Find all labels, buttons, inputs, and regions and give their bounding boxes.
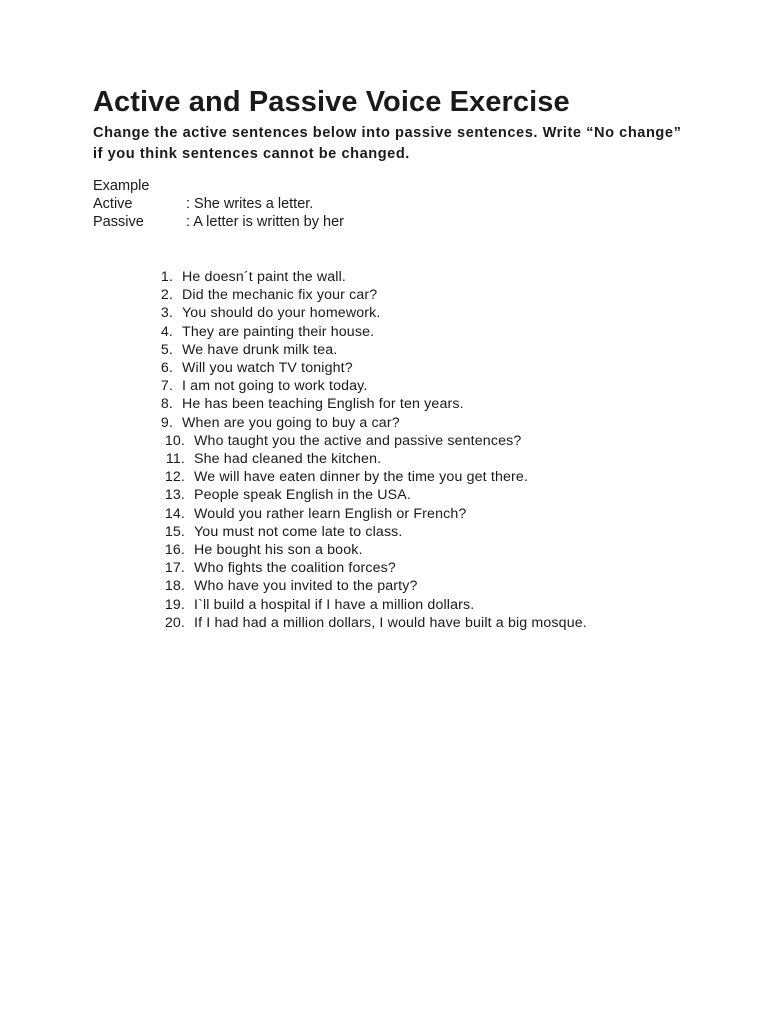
list-item-text: Who taught you the active and passive sentences? (194, 432, 522, 449)
list-item-number: 8. (160, 396, 173, 413)
list-item-text: I`ll build a hospital if I have a million dollars. (194, 596, 475, 613)
example-block (93, 177, 344, 231)
list-item (141, 450, 587, 468)
list-item-gap (185, 468, 194, 486)
list-item-number: 19. (164, 596, 185, 613)
list-item (141, 268, 587, 286)
list-item (141, 559, 587, 577)
list-item-number: 20. (164, 614, 185, 631)
example-passive-row (93, 213, 344, 231)
list-item-gap (185, 450, 194, 468)
list-item-text: People speak English in the USA. (194, 487, 411, 504)
list-item (141, 541, 587, 559)
list-item-text: He bought his son a book. (194, 542, 363, 559)
list-item-number: 6. (160, 360, 173, 377)
list-item (141, 614, 587, 632)
list-item-text: Who have you invited to the party? (194, 578, 418, 595)
list-item-text: When are you going to buy a car? (182, 414, 400, 431)
list-item-gap (185, 505, 194, 523)
list-item-text: They are painting their house. (182, 323, 375, 340)
list-item (141, 395, 587, 413)
list-item-gap (185, 541, 194, 559)
list-item-number: 13. (164, 487, 185, 504)
list-item-number: 12. (164, 469, 185, 486)
list-item (141, 596, 587, 614)
list-item (141, 359, 587, 377)
list-item-number: 15. (164, 523, 185, 540)
list-item-text: We have drunk milk tea. (182, 341, 338, 358)
example-active-label: Active (93, 196, 133, 212)
list-item-text: She had cleaned the kitchen. (194, 451, 382, 468)
list-item-text: He doesn´t paint the wall. (182, 269, 346, 285)
list-item (141, 468, 587, 486)
example-active-row (93, 195, 344, 213)
list-item-number: 10. (164, 432, 185, 449)
list-item (141, 377, 587, 395)
list-item-number: 9. (160, 414, 173, 431)
list-item (141, 304, 587, 322)
list-item-text: I am not going to work today. (182, 378, 368, 395)
list-item-gap (173, 414, 182, 432)
list-item-gap (173, 377, 182, 395)
list-item-number: 7. (160, 378, 173, 395)
list-item-gap (173, 268, 182, 286)
list-item-text: Would you rather learn English or French? (194, 505, 467, 522)
list-item (141, 505, 587, 523)
list-item-gap (173, 286, 182, 304)
list-item-gap (185, 577, 194, 595)
list-item (141, 523, 587, 541)
example-active-text: : She writes a letter. (186, 196, 314, 212)
list-item (141, 341, 587, 359)
list-item-number: 5. (160, 341, 173, 358)
list-item-gap (173, 304, 182, 322)
list-item-number: 11. (165, 451, 185, 468)
example-heading-row (93, 177, 344, 195)
list-item-gap (185, 432, 194, 450)
example-passive-text: : A letter is written by her (186, 214, 344, 230)
list-item-gap (185, 596, 194, 614)
list-item-gap (185, 614, 194, 632)
list-item (141, 432, 587, 450)
list-item (141, 286, 587, 304)
list-item (141, 577, 587, 595)
list-item-number: 2. (160, 287, 173, 304)
instructions: Change the active sentences below into passive sentences. Write “No change” if you think sentences cannot be changed. (93, 125, 682, 162)
list-item-text: He has been teaching English for ten years. (182, 396, 464, 413)
list-item-gap (173, 359, 182, 377)
list-item-gap (185, 559, 194, 577)
list-item-text: Will you watch TV tonight? (182, 360, 353, 377)
page-title: Active and Passive Voice Exercise (93, 86, 570, 118)
list-item-number: 16. (164, 542, 185, 559)
example-passive-label: Passive (93, 214, 144, 230)
list-item (141, 414, 587, 432)
list-item-number: 18. (164, 578, 185, 595)
list-item-gap (185, 523, 194, 541)
list-item-gap (173, 395, 182, 413)
list-item-gap (173, 341, 182, 359)
list-item-number: 14. (164, 505, 185, 522)
list-item-text: Did the mechanic fix your car? (182, 287, 378, 304)
exercise-list (141, 268, 587, 632)
list-item-text: We will have eaten dinner by the time you get there. (194, 469, 529, 486)
list-item (141, 323, 587, 341)
list-item (141, 486, 587, 504)
list-item-text: Who fights the coalition forces? (194, 560, 396, 577)
list-item-number: 4. (160, 323, 173, 340)
list-item-number: 1. (160, 269, 173, 285)
list-item-number: 17. (164, 560, 185, 577)
list-item-gap (173, 323, 182, 341)
list-item-text: If I had had a million dollars, I would have built a big mosque. (194, 614, 587, 631)
list-item-text: You should do your homework. (182, 305, 381, 322)
list-item-number: 3. (160, 305, 173, 322)
list-item-text: You must not come late to class. (194, 523, 403, 540)
example-heading: Example (93, 178, 150, 194)
list-item-gap (185, 486, 194, 504)
